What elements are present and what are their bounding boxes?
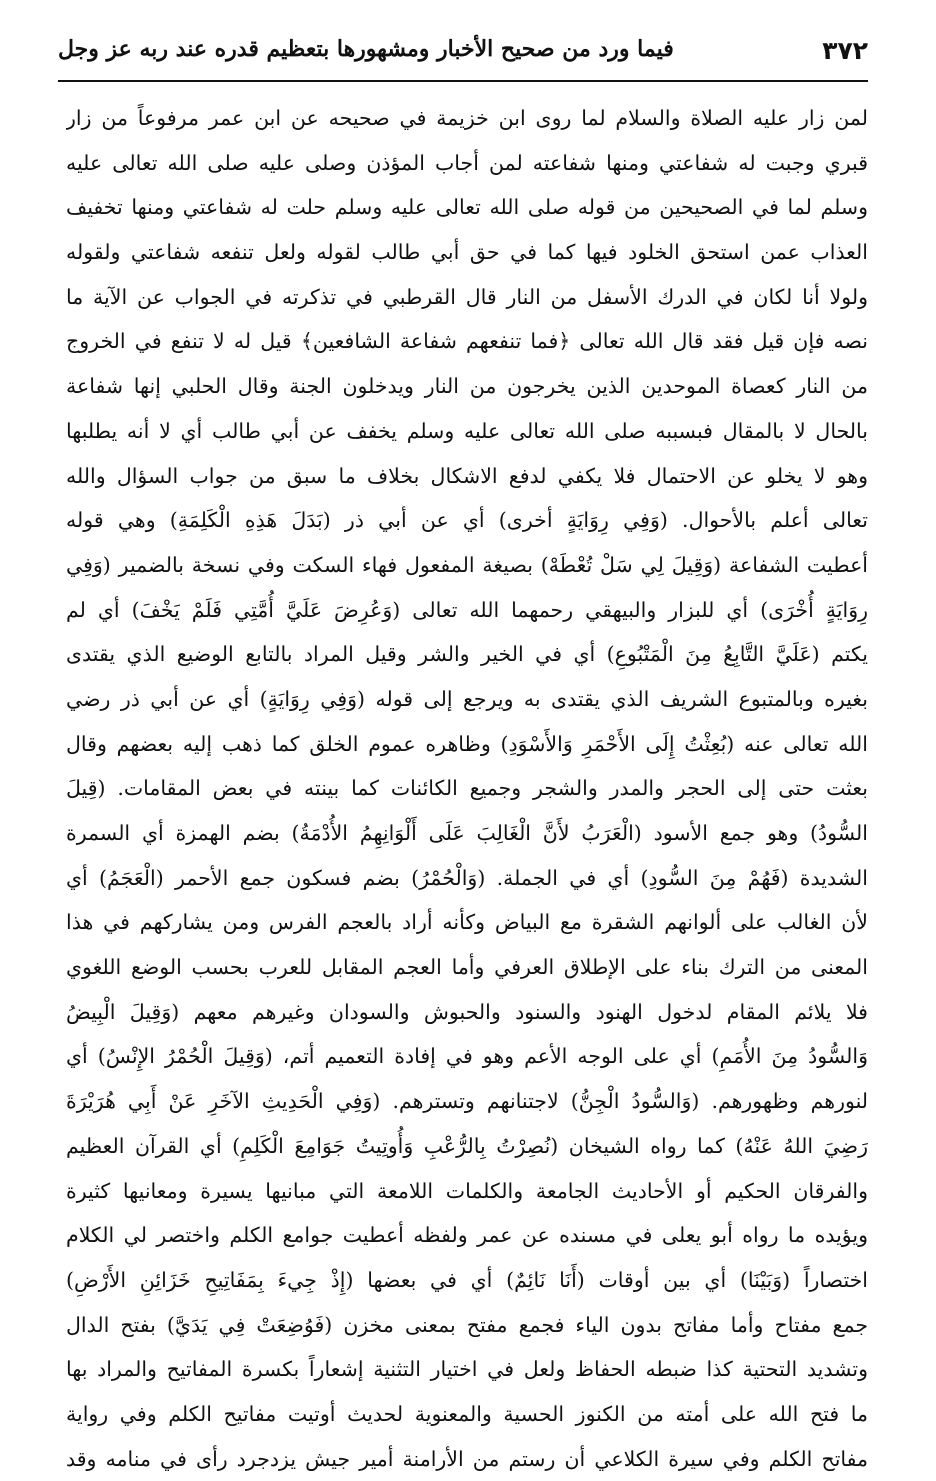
text-line: وتشديد التحتية كذا ضبطه الحفاظ ولعل في اختيار التثنية إشعاراً بكسرة المفاتيح والمراد بها (66, 1357, 868, 1382)
text-line: والفرقان الحكيم أو الأحاديث الجامعة والكلمات اللامعة التي مبانيها يسيرة ومعانيها كثيرة (66, 1178, 868, 1203)
text-line: من النار كعصاة الموحدين الذين يخرجون من النار ويدخلون الجنة وقال الحلبي إنها شفاعة (66, 374, 868, 399)
text-line: السُّودُ) وهو جمع الأسود (الْعَرَبُ لأَنَّ الْغَالِبَ عَلَى أَلْوَانِهِمُ الأُدْمَةُ) بضم الهمزة أي السمرة (66, 821, 868, 845)
text-line: لنورهم وظهورهم. (وَالسُّودُ الْجِنُّ) لاجتنانهم وتسترهم. (وَفِي الْحَدِيثِ الآخَرِ عَنْ أَبِي هُرَيْرَةَ (66, 1089, 868, 1114)
text-line: مفاتح الكلم وفي سيرة الكلاعي أن رستم من الأرامنة أمير جيش يزدجرد رأى في منامه وقد (66, 1446, 868, 1471)
page-header (58, 34, 868, 74)
page-number: ٣٧٢ (822, 36, 868, 65)
text-line: وَالسُّودُ مِنَ الأُمَمِ) أي على الوجه الأعم وهو في إفادة التعميم أتم، (وَقِيلَ الْحُمْرُ الإِنْسُ) أي (66, 1044, 868, 1069)
text-line: رَضِيَ اللهُ عَنْهُ) كما رواه الشيخان (نُصِرْتُ بِالرُّعْبِ وَأُوتِيتُ جَوَامِعَ الْكَلِمِ) أي القرآن العظيم (66, 1133, 868, 1158)
text-line: بغيره وبالمتبوع الشريف الذي يقتدى به ويرجع إلى قوله (وَفِي رِوَايَةٍ) أي عن أبي ذر رضي (66, 686, 868, 711)
text-line: تعالى أعلم بالأحوال. (وَفِي رِوَايَةٍ أخرى) أي عن أبي ذر (بَدَلَ هَذِهِ الْكَلِمَةِ) وهي قوله (66, 508, 868, 533)
text-line: قبري وجبت له شفاعتي ومنها شفاعته لمن أجاب المؤذن وصلى عليه صلى الله تعالى عليه (66, 150, 868, 175)
text-line: الله تعالى عنه (بُعِثْتُ إِلَى الأَحْمَرِ وَالأَسْوَدِ) وظاهره عموم الخلق كما ذهب إليه بعضهم وقال (66, 731, 868, 756)
text-line: وهو لا يخلو عن الاحتمال فلا يكفي لدفع الاشكال بخلاف ما سبق من جواب السؤال والله (66, 463, 868, 488)
text-line: رِوَايَةٍ أُخْرَى) أي للبزار والبيهقي رحمهما الله تعالى (وَعُرِضَ عَلَيَّ أُمَّتِي فَلَمْ يَخْفَ) أي لم (66, 597, 868, 622)
text-line: الشديدة (فَهُمْ مِنَ السُّودِ) أي في الجملة. (وَالْحُمْرُ) بضم فسكون جمع الأحمر (الْعَجَمُ) أي (66, 865, 868, 890)
body-text (66, 96, 868, 1481)
text-line: جمع مفتاح وأما مفاتح بدون الياء فجمع مفتح بمعنى مخزن (فَوُضِعَتْ فِي يَدَيَّ) بفتح الدال (66, 1312, 868, 1337)
text-line: ويؤيده ما رواه أبو يعلى في مسنده عن عمر ولفظه أعطيت جوامع الكلم واختصر لي الكلام (66, 1223, 868, 1248)
text-line: بعثت حتى إلى الحجر والمدر والشجر وجميع الكائنات كما بينته في بعض المقامات. (قِيلَ (66, 776, 868, 801)
text-line: لمن زار عليه الصلاة والسلام لما روى ابن خزيمة في صحيحه عن ابن عمر مرفوعاً من زار (66, 106, 868, 130)
running-title: فيما ورد من صحيح الأخبار ومشهورها بتعظيم قدره عند ربه عز وجل (58, 36, 674, 62)
header-divider (58, 80, 868, 82)
text-line: المعنى من الترك بناء على الإطلاق العرفي وأما العجم المقابل للعرب بحسب الوضع اللغوي (66, 955, 868, 980)
text-line: يكتم (عَلَيَّ التَّابِعُ مِنَ الْمَتْبُوعِ) أي في الخير والشر وقيل المراد بالتابع الوضيع الذي يقتدى (66, 642, 868, 667)
text-line: نصه فإن قيل فقد قال الله تعالى ﴿فما تنفعهم شفاعة الشافعين﴾ قيل له لا تنفع في الخروج (66, 329, 868, 354)
text-line: اختصاراً (وَبَيْنَا) أي بين أوقات (أَنَا نَائِمٌ) أي في بعضها (إِذْ جِيءَ بِمَفَاتِيحِ خَزَائِنِ الأَرْضِ) (66, 1267, 868, 1292)
text-line: ولولا أنا لكان في الدرك الأسفل من النار قال القرطبي في تذكرته في الجواب عن الآية ما (66, 284, 868, 309)
text-line: أعطيت الشفاعة (وَقِيلَ لِي سَلْ تُعْطَهْ) بصيغة المفعول فهاء السكت وفي نسخة بالضمير (وَفِي (66, 552, 868, 577)
text-line: العذاب عمن استحق الخلود فيها كما في حق أبي طالب لقوله ولعل تنفعه شفاعتي ولقوله (66, 240, 868, 265)
text-line: فلا يلائم المقام لدخول الهنود والسنود والحبوش والسودان وغيرهم معهم (وَقِيلَ الْبِيضُ (66, 999, 868, 1024)
text-line: لأن الغالب على ألوانهم الشقرة مع البياض وكأنه أراد بالعجم الفرس ومن يشاركهم في هذا (66, 910, 868, 935)
text-line: بالحال لا بالمقال فبسببه صلى الله تعالى عليه وسلم يخفف عن أبي طالب أي لا أنه يطلبها (66, 418, 868, 443)
text-line: وسلم لما في الصحيحين من قوله صلى الله تعالى عليه وسلم حلت له شفاعتي ومنها تخفيف (66, 195, 868, 220)
text-line: ما فتح الله على أمته من الكنوز الحسية والمعنوية لحديث أوتيت مفاتيح الكلم وفي رواية (66, 1401, 868, 1426)
